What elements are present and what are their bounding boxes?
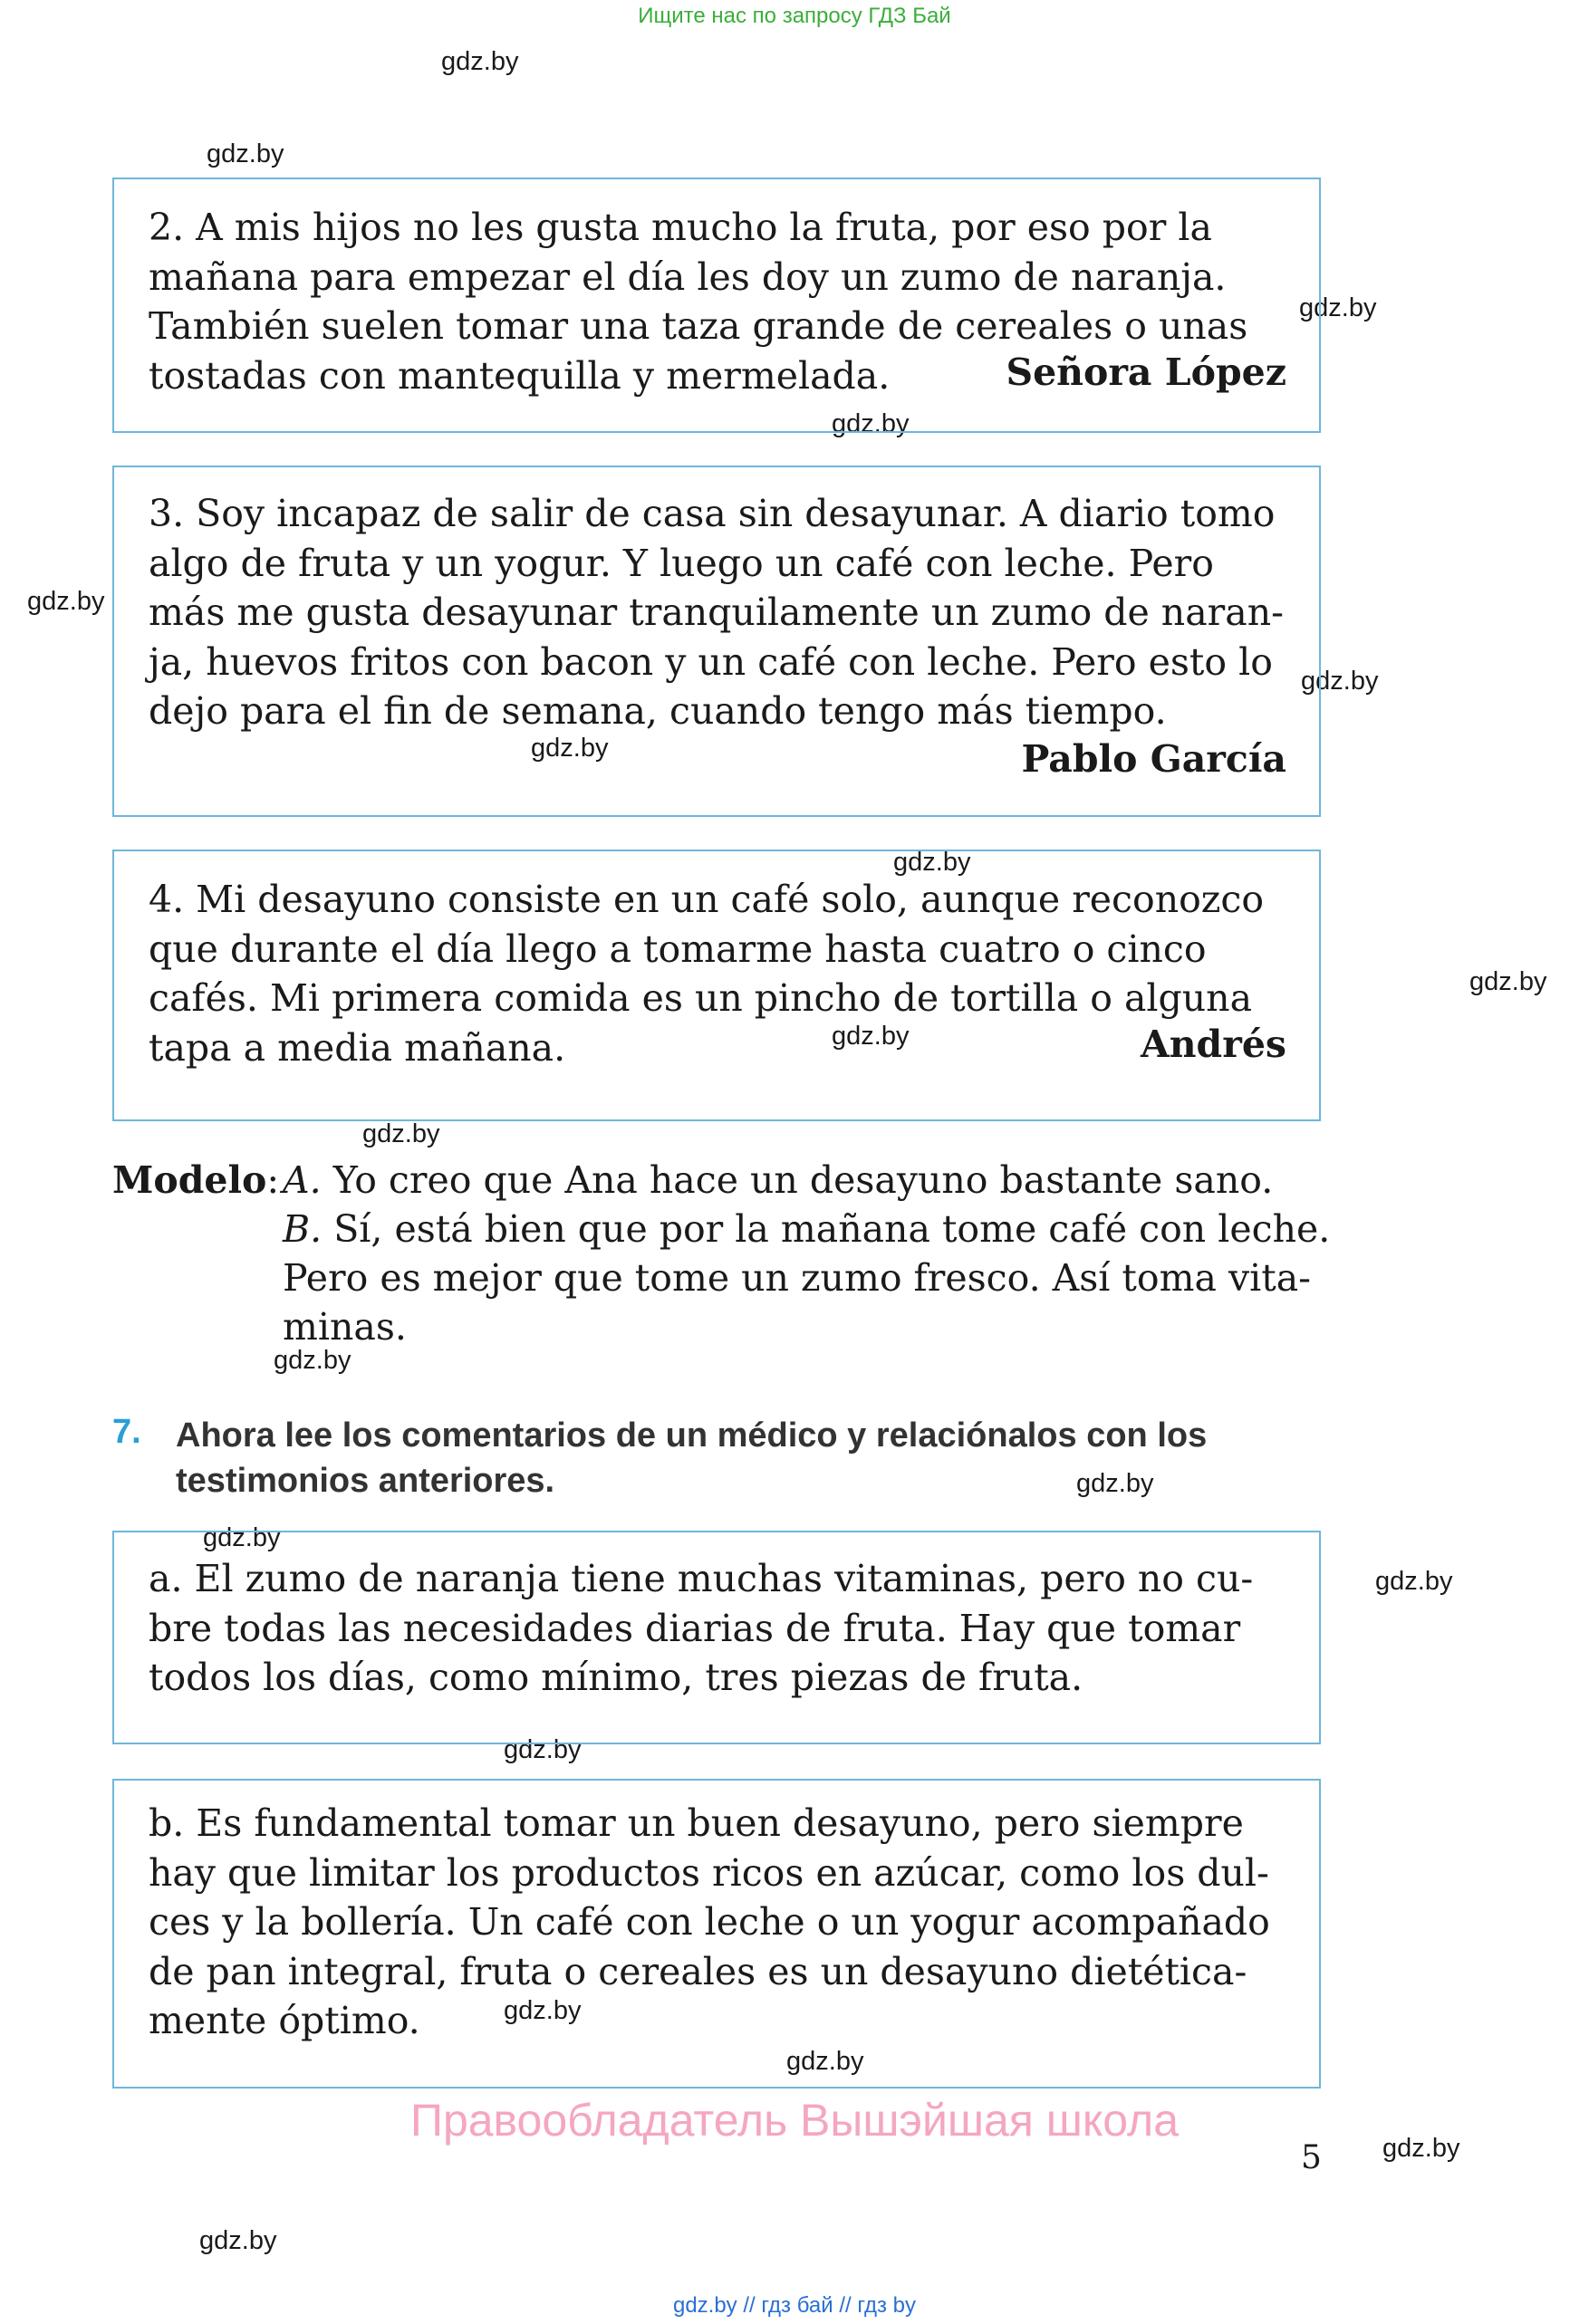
task-instruction [176,1413,1326,1503]
footer-links[interactable]: gdz.by // гдз бай // гдз by [672,2293,917,2318]
testimony-box-3 [112,466,1321,817]
watermark: gdz.by [1301,667,1379,696]
testimony-text [149,875,1286,1072]
text-line: bre todas las necesidades diarias de fruta. Hay que tomar [149,1606,1241,1650]
watermark: gdz.by [207,139,284,168]
text-line: 3. Soy incapaz de salir de casa sin desayunar. A diario tomo [149,492,1276,535]
text-line: cafés. Mi primera comida es un pincho de tortilla o alguna [149,976,1253,1020]
text-line: mañana para empezar el día les doy un zumo de naranja. [149,254,1227,299]
watermark: gdz.by [832,409,910,438]
text-line: ja, huevos fritos con bacon y un café con leche. Pero esto lo [149,639,1273,684]
text-line: a. El zumo de naranja tiene muchas vitaminas, pero no cu- [149,1557,1254,1600]
watermark: gdz.by [504,1996,582,2025]
watermark: gdz.by [274,1346,352,1375]
watermark: gdz.by [786,2047,864,2076]
copyright-owner: Правообладатель Вышэйшая школа [410,2095,1179,2146]
testimony-text [149,489,1286,736]
author-signature: Andrés [1140,1023,1286,1066]
watermark: gdz.by [832,1022,910,1051]
text-line: 2. A mis hijos no les gusta mucho la fruta, por eso por la [149,206,1212,249]
comment-text [149,1554,1286,1703]
text-line: que durante el día llego a tomarme hasta cuatro o cinco [149,927,1207,971]
page-number: 5 [1301,2139,1322,2176]
watermark: gdz.by [441,47,519,76]
task-number: 7. [112,1413,141,1451]
text-line: testimonios anteriores. [176,1462,555,1500]
text-line: ces y la bollería. Un café con leche o un yogur acompañado [149,1900,1270,1944]
text-line: más me gusta desayunar tranquilamente un zumo de naran- [149,591,1284,634]
text-line: tostadas con mantequilla y mermelada. [149,353,891,398]
top-banner[interactable]: Ищите нас по запросу ГДЗ Бай [638,4,951,28]
comment-text [149,1799,1286,2046]
text-line: mente óptimo. [149,1999,420,2042]
author-signature: Señora López [1006,351,1286,394]
author-signature: Pablo García [1021,737,1286,781]
comment-box-b [112,1779,1321,2089]
modelo-label: Modelo: [112,1158,280,1202]
testimony-box-2 [112,178,1321,433]
text-line: 4. Mi desayuno consiste en un café solo, aunque reconozco [149,878,1265,921]
watermark: gdz.by [1299,293,1377,322]
modelo-line-b2: Pero es mejor que tome un zumo fresco. Así toma vita- [283,1256,1311,1300]
watermark: gdz.by [531,734,609,763]
watermark: gdz.by [203,1523,281,1552]
text-line: hay que limitar los productos ricos en azúcar, como los dul- [149,1850,1269,1895]
watermark: gdz.by [504,1735,582,1764]
watermark: gdz.by [1076,1469,1154,1498]
text-line: algo de fruta y un yogur. Y luego un café con leche. Pero [149,541,1214,585]
text-line: Ahora lee los comentarios de un médico y relaciónalos con los [176,1416,1208,1455]
comment-box-a [112,1531,1321,1744]
text-line: todos los días, como mínimo, tres piezas de fruta. [149,1656,1083,1699]
watermark: gdz.by [199,2226,277,2255]
text-line: tapa a media mañana. [149,1025,566,1070]
text-line: También suelen tomar una taza grande de cereales o unas [149,304,1248,348]
modelo-line-b: B. Sí, está bien que por la mañana tome café con leche. [283,1207,1331,1251]
testimony-box-4 [112,850,1321,1121]
text-line: de pan integral, fruta o cereales es un desayuno dietética- [149,1949,1247,1993]
modelo-line-a: A. Yo creo que Ana hace un desayuno bastante sano. [283,1158,1274,1202]
watermark: gdz.by [1469,967,1547,996]
text-line: b. Es fundamental tomar un buen desayuno, pero siempre [149,1801,1244,1845]
watermark: gdz.by [1382,2134,1460,2163]
watermark: gdz.by [1375,1567,1453,1596]
text-line: dejo para el fin de semana, cuando tengo más tiempo. [149,689,1167,733]
watermark: gdz.by [27,587,105,616]
watermark: gdz.by [893,848,971,877]
watermark: gdz.by [362,1119,440,1148]
modelo-line-b3: minas. [283,1305,407,1349]
